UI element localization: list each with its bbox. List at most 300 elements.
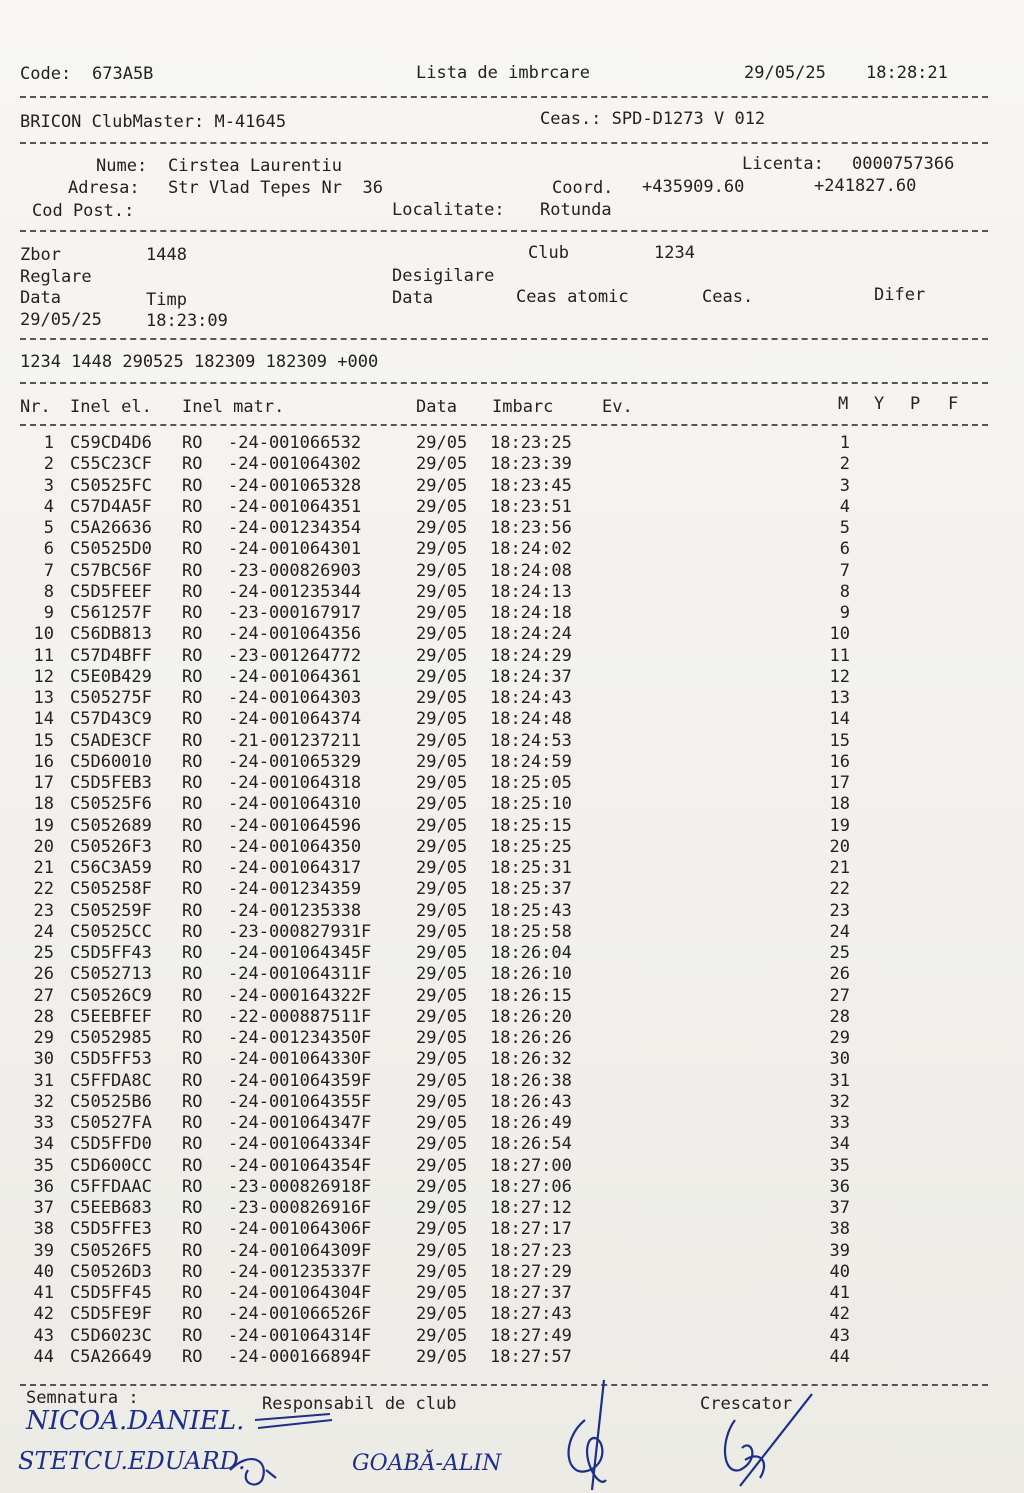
row-country: RO (182, 1261, 203, 1282)
locality-value: Rotunda (540, 200, 612, 220)
row-time: 18:26:38 (490, 1070, 572, 1091)
row-date: 29/05 (416, 475, 468, 496)
row-time: 18:27:00 (490, 1155, 572, 1176)
row-time: 18:24:43 (490, 688, 572, 708)
locality-label: Localitate: (392, 200, 505, 220)
row-time: 18:26:04 (490, 943, 572, 963)
row-country: RO (182, 1113, 203, 1133)
row-m-position: 28 (829, 1006, 850, 1027)
row-time: 18:23:51 (490, 496, 572, 517)
coord-label: Coord. (552, 178, 614, 198)
col-y: Y (874, 394, 885, 414)
row-time: 18:25:31 (490, 858, 572, 878)
row-electronic-ring: C5E0B429 (70, 666, 152, 687)
row-electronic-ring: C50526C9 (70, 985, 152, 1006)
row-m-position: 24 (829, 921, 850, 942)
print-time: 18:28:21 (866, 63, 948, 83)
row-electronic-ring: C5D5FFD0 (70, 1134, 152, 1155)
row-country: RO (182, 560, 203, 581)
row-electronic-ring: C50527FA (70, 1113, 152, 1133)
row-electronic-ring: C5D5FF45 (70, 1283, 152, 1303)
row-date: 29/05 (416, 943, 468, 963)
row-number: 41 (33, 1283, 54, 1303)
row-date: 29/05 (416, 836, 468, 857)
row-electronic-ring: C5A26649 (70, 1346, 152, 1367)
row-ring-number: -24-001064311F (228, 964, 372, 985)
row-time: 18:27:29 (490, 1261, 572, 1282)
row-country: RO (182, 688, 203, 708)
col-inel-el: Inel el. (70, 397, 152, 417)
document-title: Lista de imbrcare (416, 63, 590, 83)
row-ring-number: -24-001064301 (228, 539, 362, 560)
row-ring-number: -24-001064302 (228, 454, 362, 475)
row-electronic-ring: C5D5FE9F (70, 1304, 152, 1325)
row-date: 29/05 (416, 518, 468, 538)
row-country: RO (182, 1198, 203, 1218)
row-number: 7 (43, 560, 54, 581)
row-number: 8 (43, 581, 54, 602)
row-date: 29/05 (416, 1006, 468, 1027)
row-electronic-ring: C5EEB683 (70, 1198, 152, 1218)
row-date: 29/05 (416, 921, 468, 942)
row-ring-number: -23-001264772 (228, 645, 362, 666)
row-m-position: 43 (829, 1325, 850, 1346)
row-country: RO (182, 624, 203, 645)
row-number: 33 (33, 1113, 54, 1133)
row-ring-number: -24-001064306F (228, 1219, 372, 1240)
row-electronic-ring: C50525FC (70, 475, 152, 496)
row-ring-number: -24-001064334F (228, 1134, 372, 1155)
license-label: Licenta: (742, 154, 824, 174)
row-m-position: 42 (829, 1304, 850, 1325)
row-m-position: 12 (829, 666, 850, 687)
row-number: 12 (33, 666, 54, 687)
device-info: BRICON ClubMaster: M-41645 (20, 112, 287, 132)
row-number: 36 (33, 1176, 54, 1197)
row-ring-number: -24-001064345F (228, 943, 372, 963)
row-ring-number: -24-001066526F (228, 1304, 372, 1325)
row-date: 29/05 (416, 858, 468, 878)
row-electronic-ring: C505258F (70, 879, 152, 900)
row-date: 29/05 (416, 1113, 468, 1133)
row-country: RO (182, 496, 203, 517)
row-date: 29/05 (416, 1219, 468, 1240)
row-country: RO (182, 985, 203, 1006)
row-m-position: 38 (829, 1219, 850, 1240)
row-time: 18:24:02 (490, 539, 572, 560)
row-time: 18:24:18 (490, 603, 572, 623)
row-date: 29/05 (416, 730, 468, 751)
row-electronic-ring: C5052713 (70, 964, 152, 985)
row-time: 18:27:12 (490, 1198, 572, 1218)
col-nr: Nr. (20, 397, 51, 417)
row-country: RO (182, 1304, 203, 1325)
row-electronic-ring: C5A26636 (70, 518, 152, 538)
row-electronic-ring: C5D5FF53 (70, 1049, 152, 1070)
row-country: RO (182, 943, 203, 963)
data2-label: Data (392, 288, 433, 308)
row-electronic-ring: C50525F6 (70, 794, 152, 815)
row-m-position: 39 (829, 1240, 850, 1261)
row-m-position: 9 (839, 603, 850, 623)
row-time: 18:27:57 (490, 1346, 572, 1367)
row-date: 29/05 (416, 815, 468, 836)
row-m-position: 1 (839, 433, 850, 453)
row-m-position: 6 (839, 539, 850, 560)
row-date: 29/05 (416, 1070, 468, 1091)
row-ring-number: -24-001064318 (228, 773, 362, 793)
row-country: RO (182, 1070, 203, 1091)
row-ring-number: -24-001064317 (228, 858, 362, 878)
row-ring-number: -24-001064356 (228, 624, 362, 645)
row-number: 21 (33, 858, 54, 878)
row-number: 28 (33, 1006, 54, 1027)
row-number: 15 (33, 730, 54, 751)
row-time: 18:25:58 (490, 921, 572, 942)
row-ring-number: -24-001064304F (228, 1283, 372, 1303)
row-country: RO (182, 1006, 203, 1027)
reglare-time: 18:23:09 (146, 311, 228, 331)
row-time: 18:27:43 (490, 1304, 572, 1325)
row-time: 18:27:49 (490, 1325, 572, 1346)
row-time: 18:25:25 (490, 836, 572, 857)
row-country: RO (182, 518, 203, 538)
row-ring-number: -24-001064354F (228, 1155, 372, 1176)
breeder-label: Crescator (700, 1394, 793, 1414)
row-time: 18:25:05 (490, 773, 572, 793)
row-date: 29/05 (416, 1325, 468, 1346)
row-ring-number: -24-001234350F (228, 1028, 372, 1048)
row-ring-number: -24-001234354 (228, 518, 362, 538)
row-m-position: 4 (839, 496, 850, 517)
row-number: 23 (33, 900, 54, 921)
col-inel-matr: Inel matr. (182, 397, 285, 417)
row-ring-number: -24-001064361 (228, 666, 362, 687)
row-electronic-ring: C57BC56F (70, 560, 152, 581)
row-time: 18:23:25 (490, 433, 572, 453)
row-date: 29/05 (416, 603, 468, 623)
row-time: 18:25:10 (490, 794, 572, 815)
row-country: RO (182, 666, 203, 687)
row-m-position: 36 (829, 1176, 850, 1197)
row-time: 18:27:06 (490, 1176, 572, 1197)
row-time: 18:25:37 (490, 879, 572, 900)
row-m-position: 18 (829, 794, 850, 815)
row-m-position: 3 (839, 475, 850, 496)
row-ring-number: -24-001235338 (228, 900, 362, 921)
row-ring-number: -24-001064330F (228, 1049, 372, 1070)
row-electronic-ring: C5D5FFE3 (70, 1219, 152, 1240)
row-electronic-ring: C5D5FEB3 (70, 773, 152, 793)
row-electronic-ring: C5D6023C (70, 1325, 152, 1346)
row-time: 18:23:56 (490, 518, 572, 538)
row-m-position: 22 (829, 879, 850, 900)
row-ring-number: -22-000887511F (228, 1006, 372, 1027)
row-date: 29/05 (416, 1049, 468, 1070)
code-value: 673A5B (92, 64, 154, 84)
row-number: 17 (33, 773, 54, 793)
row-m-position: 41 (829, 1283, 850, 1303)
row-ring-number: -23-000826916F (228, 1198, 372, 1218)
row-m-position: 27 (829, 985, 850, 1006)
row-date: 29/05 (416, 1283, 468, 1303)
row-m-position: 40 (829, 1261, 850, 1282)
row-time: 18:24:24 (490, 624, 572, 645)
row-m-position: 26 (829, 964, 850, 985)
row-country: RO (182, 794, 203, 815)
row-number: 5 (43, 518, 54, 538)
row-time: 18:27:23 (490, 1240, 572, 1261)
row-country: RO (182, 1028, 203, 1048)
row-number: 18 (33, 794, 54, 815)
row-m-position: 31 (829, 1070, 850, 1091)
row-country: RO (182, 454, 203, 475)
name-label: Nume: (96, 156, 148, 176)
row-electronic-ring: C57D4A5F (70, 496, 152, 517)
row-ring-number: -24-001064355F (228, 1091, 372, 1112)
row-country: RO (182, 1325, 203, 1346)
row-m-position: 8 (839, 581, 850, 602)
row-time: 18:26:26 (490, 1028, 572, 1048)
row-electronic-ring: C5EEBFEF (70, 1006, 152, 1027)
row-electronic-ring: C5D60010 (70, 751, 152, 772)
club-value: 1234 (654, 243, 695, 263)
code-line: 1234 1448 290525 182309 182309 +000 (20, 352, 379, 372)
row-m-position: 11 (829, 645, 850, 666)
row-ring-number: -24-001064374 (228, 709, 362, 730)
row-date: 29/05 (416, 1198, 468, 1218)
print-date: 29/05/25 (744, 63, 826, 83)
row-number: 24 (33, 921, 54, 942)
row-number: 27 (33, 985, 54, 1006)
row-number: 16 (33, 751, 54, 772)
row-time: 18:25:15 (490, 815, 572, 836)
row-date: 29/05 (416, 433, 468, 453)
row-m-position: 44 (829, 1346, 850, 1367)
club-responsible-label: Responsabil de club (262, 1394, 457, 1414)
row-m-position: 34 (829, 1134, 850, 1155)
row-date: 29/05 (416, 900, 468, 921)
col-imbarc: Imbarc (492, 397, 554, 417)
license-value: 0000757366 (852, 154, 955, 174)
row-electronic-ring: C50526F5 (70, 1240, 152, 1261)
row-number: 9 (43, 603, 54, 623)
row-m-position: 25 (829, 943, 850, 963)
row-number: 31 (33, 1070, 54, 1091)
row-number: 34 (33, 1134, 54, 1155)
row-ring-number: -24-001064596 (228, 815, 362, 836)
reglare-label: Reglare (20, 267, 92, 287)
row-time: 18:26:15 (490, 985, 572, 1006)
row-time: 18:26:49 (490, 1113, 572, 1133)
code-label: Code: (20, 64, 72, 84)
club-label: Club (528, 243, 569, 263)
row-date: 29/05 (416, 794, 468, 815)
col-f: F (948, 394, 959, 414)
row-date: 29/05 (416, 1304, 468, 1325)
row-ring-number: -23-000826918F (228, 1176, 372, 1197)
row-m-position: 35 (829, 1155, 850, 1176)
row-m-position: 2 (839, 454, 850, 475)
row-time: 18:24:13 (490, 581, 572, 602)
row-time: 18:24:53 (490, 730, 572, 751)
row-country: RO (182, 900, 203, 921)
row-date: 29/05 (416, 624, 468, 645)
row-electronic-ring: C55C23CF (70, 454, 152, 475)
ceas-label: Ceas. (702, 287, 754, 307)
row-m-position: 21 (829, 858, 850, 878)
row-date: 29/05 (416, 1134, 468, 1155)
reglare-date: 29/05/25 (20, 310, 102, 330)
ceas-atomic-label: Ceas atomic (516, 287, 629, 307)
row-date: 29/05 (416, 581, 468, 602)
row-number: 22 (33, 879, 54, 900)
row-date: 29/05 (416, 1261, 468, 1282)
clock-info: Ceas.: SPD-D1273 V 012 (540, 109, 766, 129)
row-date: 29/05 (416, 709, 468, 730)
row-electronic-ring: C5ADE3CF (70, 730, 152, 751)
row-date: 29/05 (416, 773, 468, 793)
row-time: 18:24:29 (490, 645, 572, 666)
row-ring-number: -24-001235344 (228, 581, 362, 602)
row-country: RO (182, 751, 203, 772)
row-ring-number: -24-001234359 (228, 879, 362, 900)
row-date: 29/05 (416, 964, 468, 985)
row-ring-number: -24-001064309F (228, 1240, 372, 1261)
row-country: RO (182, 645, 203, 666)
row-date: 29/05 (416, 1176, 468, 1197)
row-time: 18:23:39 (490, 454, 572, 475)
row-ring-number: -24-001064310 (228, 794, 362, 815)
row-date: 29/05 (416, 1091, 468, 1112)
col-ev: Ev. (602, 397, 633, 417)
coord-lat: +435909.60 (642, 177, 745, 197)
row-country: RO (182, 858, 203, 878)
row-ring-number: -23-000827931F (228, 921, 372, 942)
row-electronic-ring: C505275F (70, 688, 152, 708)
row-time: 18:26:32 (490, 1049, 572, 1070)
row-country: RO (182, 433, 203, 453)
row-electronic-ring: C505259F (70, 900, 152, 921)
row-country: RO (182, 475, 203, 496)
row-ring-number: -23-000826903 (228, 560, 362, 581)
row-country: RO (182, 964, 203, 985)
row-electronic-ring: C5052689 (70, 815, 152, 836)
row-date: 29/05 (416, 454, 468, 475)
handwritten-name-2: STETCU.EDUARD. (18, 1447, 246, 1475)
row-number: 43 (33, 1325, 54, 1346)
row-number: 37 (33, 1198, 54, 1218)
zbor-value: 1448 (146, 245, 187, 265)
row-date: 29/05 (416, 1028, 468, 1048)
row-country: RO (182, 1049, 203, 1070)
row-electronic-ring: C5052985 (70, 1028, 152, 1048)
row-number: 39 (33, 1240, 54, 1261)
row-number: 29 (33, 1028, 54, 1048)
row-ring-number: -24-001064351 (228, 496, 362, 517)
owner-name: Cirstea Laurentiu (168, 156, 342, 176)
row-time: 18:27:17 (490, 1219, 572, 1240)
row-date: 29/05 (416, 1346, 468, 1367)
row-date: 29/05 (416, 688, 468, 708)
row-ring-number: -24-001064314F (228, 1325, 372, 1346)
row-country: RO (182, 709, 203, 730)
row-ring-number: -24-001235337F (228, 1261, 372, 1282)
timp-label: Timp (146, 290, 187, 310)
row-country: RO (182, 773, 203, 793)
owner-address: Str Vlad Tepes Nr 36 (168, 178, 383, 198)
signature-label: Semnatura : (26, 1388, 139, 1408)
row-m-position: 10 (829, 624, 850, 645)
row-time: 18:26:54 (490, 1134, 572, 1155)
row-ring-number: -24-001066532 (228, 433, 362, 453)
postal-label: Cod Post.: (32, 201, 135, 221)
row-time: 18:26:20 (490, 1006, 572, 1027)
row-date: 29/05 (416, 985, 468, 1006)
row-country: RO (182, 1091, 203, 1112)
row-electronic-ring: C56C3A59 (70, 858, 152, 878)
row-electronic-ring: C5D5FF43 (70, 943, 152, 963)
row-ring-number: -24-000166894F (228, 1346, 372, 1367)
row-country: RO (182, 539, 203, 560)
row-time: 18:26:43 (490, 1091, 572, 1112)
row-ring-number: -24-001064359F (228, 1070, 372, 1091)
row-electronic-ring: C5D5FEEF (70, 581, 152, 602)
row-number: 11 (33, 645, 54, 666)
row-m-position: 20 (829, 836, 850, 857)
row-country: RO (182, 879, 203, 900)
row-country: RO (182, 836, 203, 857)
row-m-position: 16 (829, 751, 850, 772)
row-ring-number: -23-000167917 (228, 603, 362, 623)
address-label: Adresa: (68, 178, 140, 198)
row-date: 29/05 (416, 560, 468, 581)
row-ring-number: -24-000164322F (228, 985, 372, 1006)
row-electronic-ring: C50525CC (70, 921, 152, 942)
row-ring-number: -24-001065329 (228, 751, 362, 772)
row-m-position: 23 (829, 900, 850, 921)
row-number: 3 (43, 475, 54, 496)
row-country: RO (182, 1155, 203, 1176)
row-m-position: 30 (829, 1049, 850, 1070)
col-m: M (838, 394, 849, 414)
row-electronic-ring: C5FFDAAC (70, 1176, 152, 1197)
row-country: RO (182, 1134, 203, 1155)
row-number: 42 (33, 1304, 54, 1325)
row-time: 18:24:48 (490, 709, 572, 730)
row-number: 13 (33, 688, 54, 708)
row-number: 35 (33, 1155, 54, 1176)
row-electronic-ring: C59CD4D6 (70, 433, 152, 453)
row-number: 10 (33, 624, 54, 645)
row-ring-number: -24-001064350 (228, 836, 362, 857)
row-country: RO (182, 1346, 203, 1367)
handwritten-name-3: GOABĂ-ALIN (352, 1451, 502, 1476)
row-date: 29/05 (416, 879, 468, 900)
row-number: 40 (33, 1261, 54, 1282)
row-number: 4 (43, 496, 54, 517)
row-number: 32 (33, 1091, 54, 1112)
row-m-position: 13 (829, 688, 850, 708)
row-country: RO (182, 730, 203, 751)
row-m-position: 14 (829, 709, 850, 730)
row-number: 30 (33, 1049, 54, 1070)
row-number: 1 (43, 433, 54, 453)
row-time: 18:24:37 (490, 666, 572, 687)
row-country: RO (182, 581, 203, 602)
row-electronic-ring: C50526F3 (70, 836, 152, 857)
coord-lon: +241827.60 (814, 176, 917, 196)
